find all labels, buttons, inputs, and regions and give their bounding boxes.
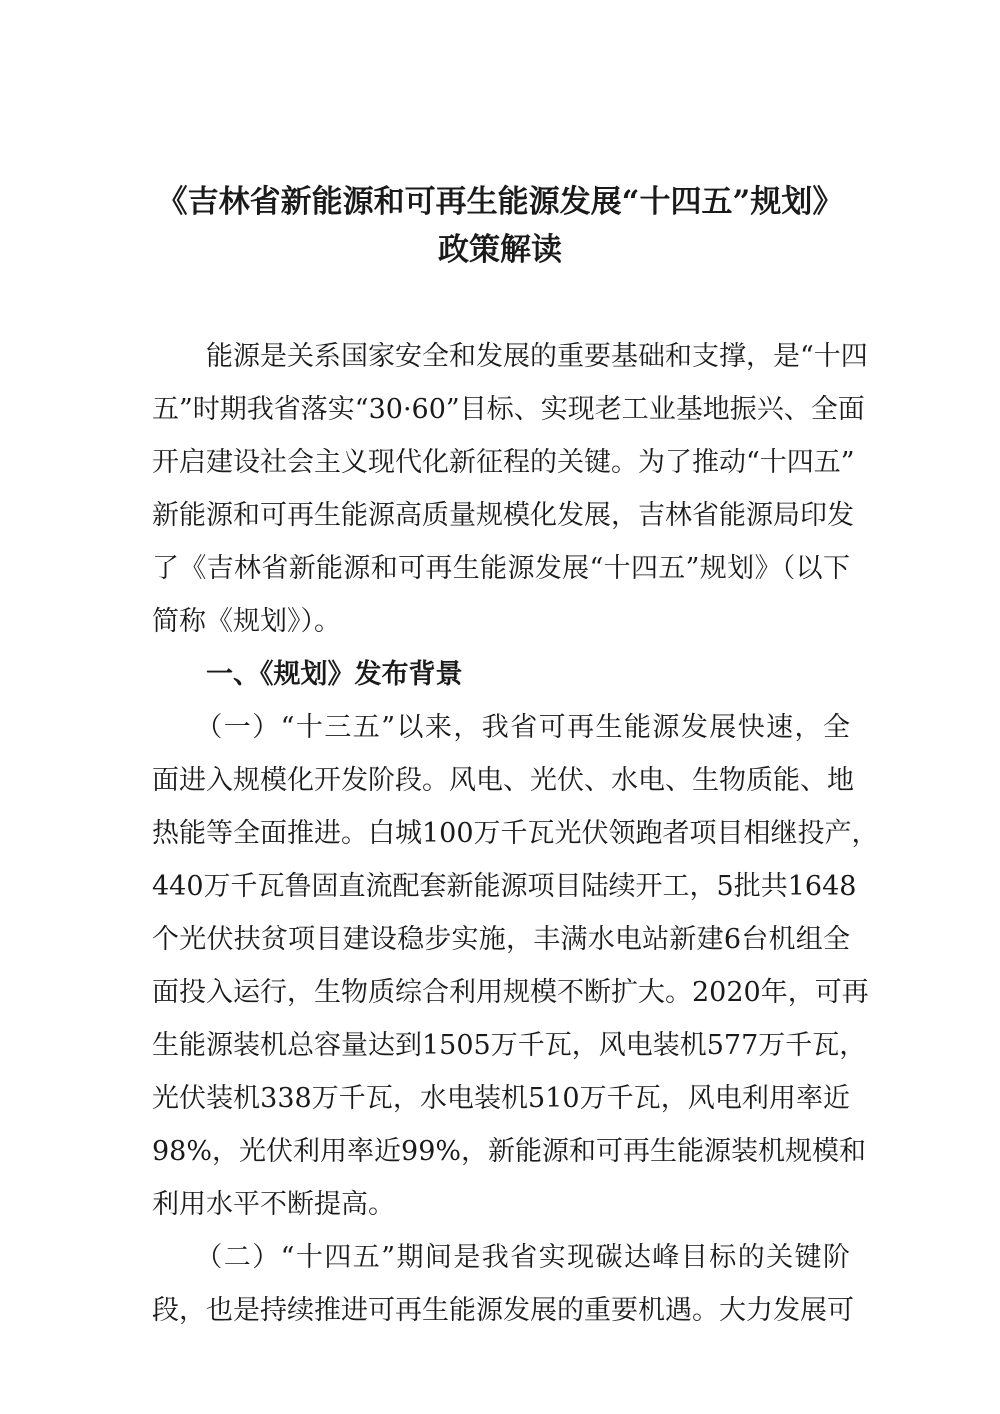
body-line: 新能源和可再生能源高质量规模化发展，吉林省能源局印发 [152,500,854,531]
body-line: 面进入规模化开发阶段。风电、光伏、水电、生物质能、地 [152,765,854,796]
body-line: 440万千瓦鲁固直流配套新能源项目陆续开工，5批共1648 [152,871,857,902]
body-line: 个光伏扶贫项目建设稳步实施，丰满水电站新建6台机组全 [152,924,850,955]
body-line: （一）“十三五”以来，我省可再生能源发展快速，全 [152,712,850,743]
body-line: 段，也是持续推进可再生能源发展的重要机遇。大力发展可 [152,1295,854,1326]
body-line: 五”时期我省落实“30·60”目标、实现老工业基地振兴、全面 [152,394,865,425]
section-heading: 一、《规划》发布背景 [152,659,463,690]
body-line: 面投入运行，生物质综合利用规模不断扩大。2020年，可再 [152,977,869,1008]
body-line: 利用水平不断提高。 [152,1189,395,1220]
document-body [152,330,879,1337]
body-line: 了《吉林省新能源和可再生能源发展“十四五”规划》（以下 [152,553,850,584]
body-line: 简称《规划》）。 [152,606,341,637]
body-line: 光伏装机338万千瓦，水电装机510万千瓦，风电利用率近 [152,1083,850,1114]
document-title: 《吉林省新能源和可再生能源发展“十四五”规划》 [156,184,844,220]
body-line: 热能等全面推进。白城100万千瓦光伏领跑者项目相继投产， [152,818,879,849]
document-subtitle: 政策解读 [438,232,562,268]
body-line: 能源是关系国家安全和发展的重要基础和支撑，是“十四 [152,341,868,372]
body-line: （二）“十四五”期间是我省实现碳达峰目标的关键阶 [152,1242,850,1273]
body-line: 生能源装机总容量达到1505万千瓦，风电装机577万千瓦， [152,1030,867,1061]
body-line: 开启建设社会主义现代化新征程的关键。为了推动“十四五” [152,447,855,478]
body-line: 98%，光伏利用率近99%，新能源和可再生能源装机规模和 [152,1136,867,1167]
